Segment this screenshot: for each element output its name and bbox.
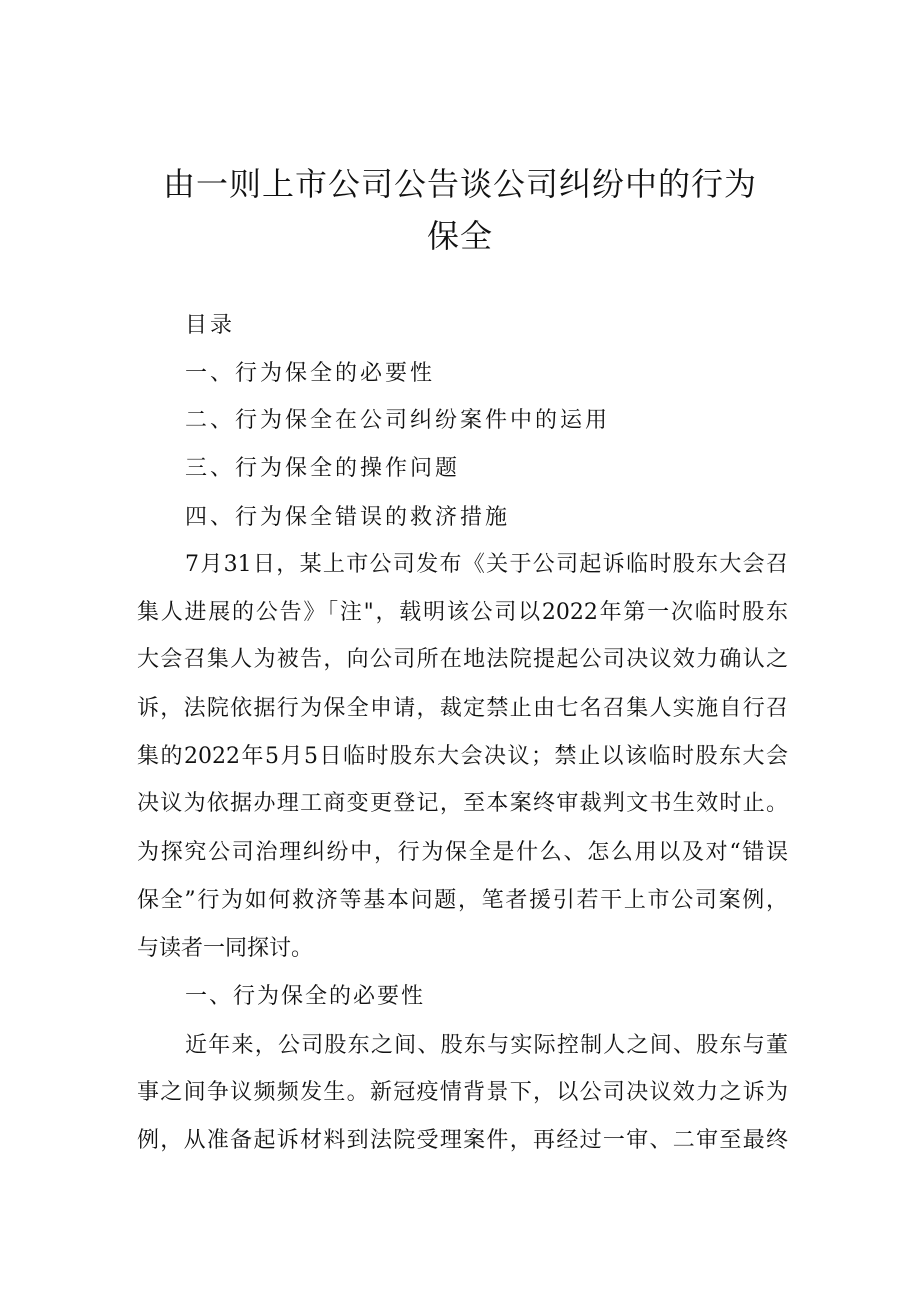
intro-paragraph-line: 为探究公司治理纠纷中，行为保全是什么、怎么用以及对“错误	[137, 840, 788, 865]
toc-item-4: 四、行为保全错误的救济措施	[185, 505, 511, 530]
intro-paragraph-line: 保全”行为如何救济等基本问题，笔者援引若干上市公司案例，	[137, 888, 788, 913]
intro-paragraph-line: 7月31日，某上市公司发布《关于公司起诉临时股东大会召	[185, 552, 788, 577]
intro-paragraph-line: 集的2022年5月5日临时股东大会决议；禁止以该临时股东大会	[137, 744, 788, 769]
document-title-line-2: 保全	[426, 217, 493, 255]
section-1-paragraph-line: 近年来，公司股东之间、股东与实际控制人之间、股东与董	[185, 1033, 788, 1058]
document-title-line-1: 由一则上市公司公告谈公司纠纷中的行为	[162, 165, 757, 203]
section-1-paragraph-line: 例，从准备起诉材料到法院受理案件，再经过一审、二审至最终	[137, 1128, 788, 1153]
section-1-heading: 一、行为保全的必要性	[185, 984, 426, 1009]
intro-paragraph-line: 决议为依据办理工商变更登记，至本案终审裁判文书生效时止。	[137, 791, 788, 816]
toc-heading: 目录	[185, 313, 236, 338]
toc-item-2: 二、行为保全在公司纠纷案件中的运用	[185, 408, 611, 433]
intro-paragraph-line: 诉，法院依据行为保全申请，裁定禁止由七名召集人实施自行召	[137, 696, 788, 721]
toc-item-3: 三、行为保全的操作问题	[185, 456, 461, 481]
intro-paragraph-line: 大会召集人为被告，向公司所在地法院提起公司决议效力确认之	[137, 647, 788, 672]
section-1-paragraph-line: 事之间争议频频发生。新冠疫情背景下，以公司决议效力之诉为	[137, 1080, 788, 1105]
intro-paragraph-line: 与读者一同探讨。	[137, 936, 314, 961]
intro-paragraph-line: 集人进展的公告》「注"，载明该公司以2022年第一次临时股东	[137, 600, 788, 625]
toc-item-1: 一、行为保全的必要性	[185, 361, 436, 386]
